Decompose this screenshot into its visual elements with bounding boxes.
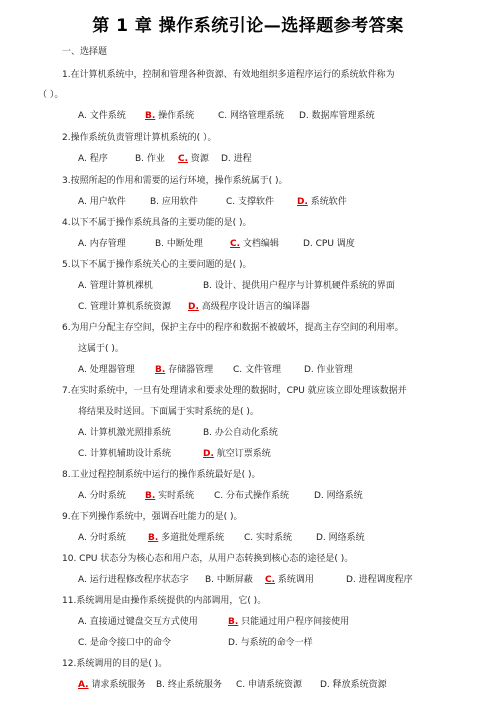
q7-option-a: A. 计算机激光照排系统 [78, 428, 171, 438]
q7-option-c: C. 计算机辅助设计系统 [78, 449, 172, 459]
q1-option-b [145, 110, 194, 122]
q3-option-c: C. 支撑软件 [226, 197, 275, 207]
q11-option-a: A. 直接通过键盘交互方式使用 [78, 617, 198, 627]
q2-option-c [178, 153, 209, 165]
q11-option-b [228, 616, 349, 628]
question-12-text: 12.系统调用的目的是( )。 [62, 659, 168, 669]
q3-option-a: A. 用户软件 [78, 197, 126, 207]
q5-option-a: A. 管理计算机裸机 [78, 281, 153, 291]
q6-option-d: D. 作业管理 [304, 365, 353, 375]
q2-option-d: D. 进程 [221, 154, 252, 164]
q3-option-b: B. 应用软件 [150, 197, 198, 207]
q6-option-b-text: 存储器管理 [168, 365, 214, 375]
q10-option-d: D. 进程调度程序 [346, 575, 413, 585]
q12-option-a [78, 679, 145, 691]
q5-answer-marker: D. [188, 302, 199, 312]
question-8-text: 8.工业过程控制系统中运行的操作系统最好是( )。 [62, 470, 261, 480]
q10-option-c [265, 574, 314, 586]
q11-option-c: C. 是命令接口中的命令 [78, 638, 172, 648]
q9-option-b [148, 532, 224, 544]
question-4-text: 4.以下不属于操作系统具备的主要功能的是( )。 [62, 218, 252, 228]
question-1-text-cont: （ ）。 [38, 90, 64, 100]
question-10-text: 10. CPU 状态分为核心态和用户态，从用户态转换到核心态的途径是( )。 [62, 554, 354, 564]
q8-option-b [145, 490, 194, 502]
q5-option-d [188, 301, 310, 313]
q9-answer-marker: B. [148, 533, 159, 543]
question-2-text: 2.操作系统负责管理计算机系统的( ）。 [62, 133, 217, 143]
q10-option-a: A. 运行进程修改程序状态字 [78, 575, 189, 585]
q9-option-c: C. 实时系统 [244, 533, 293, 543]
q6-option-a: A. 处理器管理 [78, 365, 135, 375]
q8-option-c: C. 分布式操作系统 [214, 491, 290, 501]
q12-option-d: D. 释放系统资源 [320, 680, 387, 690]
q5-option-c: C. 管理计算机系统资源 [78, 302, 172, 312]
q3-option-d [297, 196, 347, 208]
q7-option-d-text: 航空订票系统 [216, 449, 271, 459]
q9-option-a: A. 分时系统 [78, 533, 126, 543]
q8-option-d: D. 网络系统 [314, 491, 363, 501]
q5-option-d-text: 高级程序设计语言的编译器 [201, 302, 310, 312]
q4-option-d: D. CPU 调度 [303, 239, 355, 249]
q3-option-d-text: 系统软件 [310, 197, 347, 207]
question-3-text: 3.按照所起的作用和需要的运行环境，操作系统属于( )。 [62, 176, 288, 186]
q12-option-a-text: 请求系统服务 [91, 680, 146, 690]
q5-option-b: B. 设计、提供用户程序与计算机硬件系统的界面 [203, 281, 395, 291]
q2-answer-marker: C. [178, 154, 189, 164]
q2-option-b: B. 作业 [135, 154, 165, 164]
q2-option-a: A. 程序 [78, 154, 108, 164]
page-title: 第 1 章 操作系统引论—选择题参考答案 [92, 16, 404, 36]
q6-option-c: C. 文件管理 [233, 365, 282, 375]
question-6-text-cont: 这属于( )。 [78, 344, 124, 354]
q4-option-c-text: 文档编辑 [242, 239, 279, 249]
q8-option-a: A. 分时系统 [78, 491, 126, 501]
question-1-text: 1.在计算机系统中，控制和管理各种资源、有效地组织多道程序运行的系统软件称为 [62, 70, 395, 80]
question-5-text: 5.以下不属于操作系统关心的主要问题的是( )。 [62, 260, 252, 270]
q9-option-d: D. 网络系统 [316, 533, 365, 543]
q11-option-b-text: 只能通过用户程序间接使用 [241, 617, 350, 627]
q1-option-c: C. 网络管理系统 [218, 111, 285, 121]
question-7-text-cont: 将结果及时送回。下面属于实时系统的是( )。 [78, 407, 259, 417]
q1-option-b-text: 操作系统 [158, 111, 195, 121]
q1-option-a: A. 文件系统 [78, 111, 126, 121]
q12-option-c: C. 申请系统资源 [236, 680, 303, 690]
q4-answer-marker: C. [230, 239, 241, 249]
q1-option-d: D. 数据库管理系统 [299, 111, 375, 121]
q12-answer-marker: A. [78, 680, 89, 690]
q4-option-c [230, 238, 279, 250]
q4-option-b: B. 中断处理 [155, 239, 203, 249]
q8-answer-marker: B. [145, 491, 156, 501]
question-7-text: 7.在实时系统中，一旦有处理请求和要求处理的数据时，CPU 就应该立即处理该数据并 [62, 386, 407, 396]
q9-option-b-text: 多道批处理系统 [161, 533, 225, 543]
q7-option-b: B. 办公自动化系统 [203, 428, 278, 438]
question-11-text: 11.系统调用是由操作系统提供的内部调用，它( )。 [62, 596, 267, 606]
q7-answer-marker: D. [203, 449, 214, 459]
q8-option-b-text: 实时系统 [158, 491, 195, 501]
q2-option-c-text: 资源 [190, 154, 209, 164]
question-6-text: 6.为用户分配主存空间，保护主存中的程序和数据不被破坏，提高主存空间的利用率。 [62, 323, 404, 333]
q3-answer-marker: D. [297, 197, 308, 207]
question-9-text: 9.在下列操作系统中，强调吞吐能力的是( )。 [62, 512, 243, 522]
section-heading: 一、选择题 [62, 47, 108, 57]
q10-answer-marker: C. [265, 575, 276, 585]
q6-answer-marker: B. [155, 365, 166, 375]
q4-option-a: A. 内存管理 [78, 239, 126, 249]
q10-option-c-text: 系统调用 [277, 575, 314, 585]
q7-option-d [203, 448, 271, 460]
q11-option-d: D. 与系统的命令一样 [228, 638, 313, 648]
q10-option-b: B. 中断屏蔽 [205, 575, 253, 585]
q12-option-b: B. 终止系统服务 [156, 680, 222, 690]
q11-answer-marker: B. [228, 617, 239, 627]
q1-answer-marker: B. [145, 111, 156, 121]
q6-option-b [155, 364, 213, 376]
